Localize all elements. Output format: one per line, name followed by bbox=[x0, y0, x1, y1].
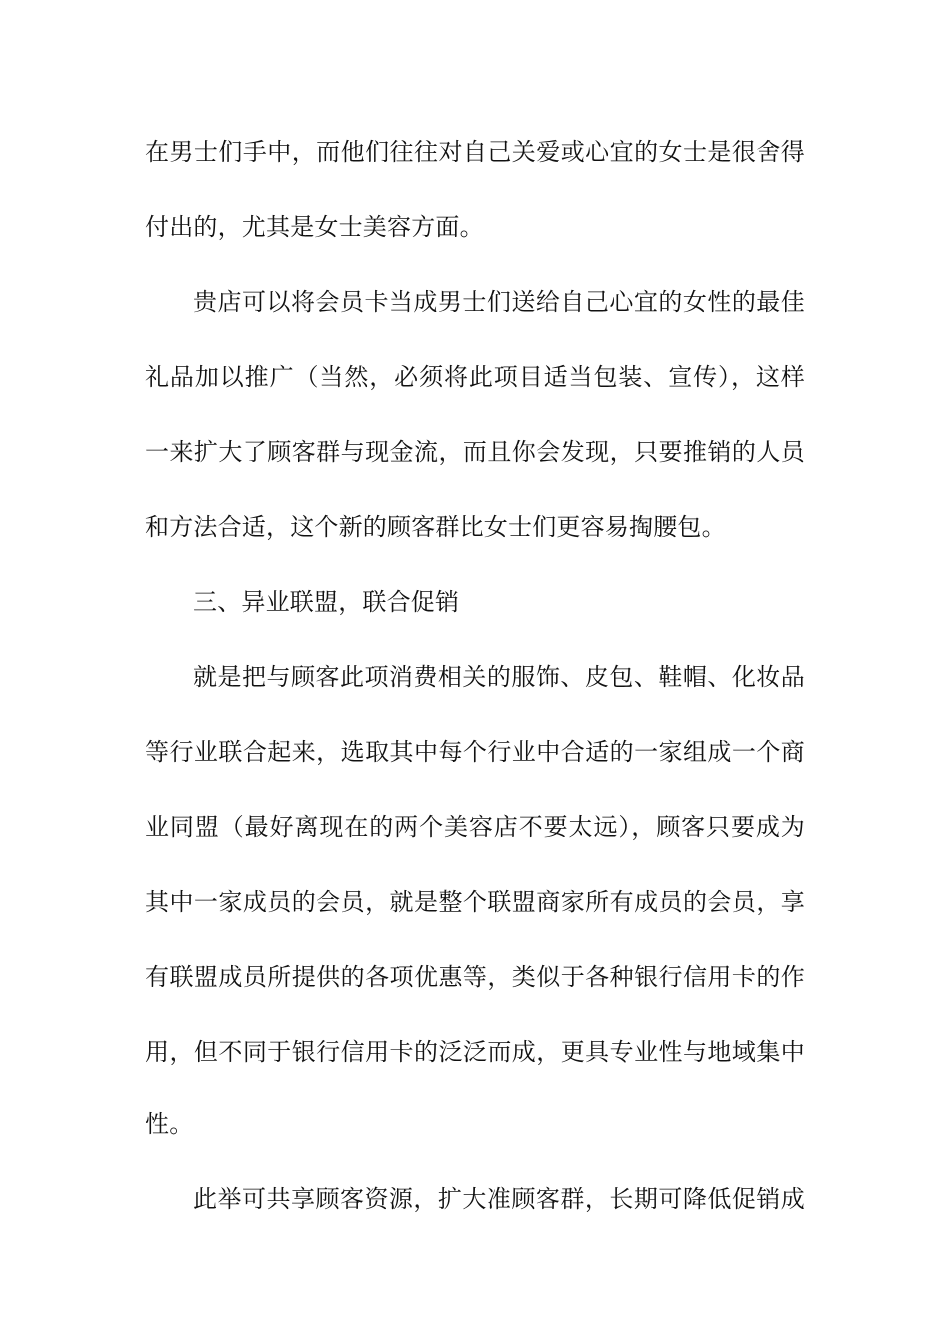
paragraph-4-line-1: 此举可共享顾客资源，扩大准顾客群，长期可降低促销成 bbox=[193, 1185, 805, 1213]
paragraph-3-line-2: 等行业联合起来，选取其中每个行业中合适的一家组成一个商 bbox=[145, 738, 805, 766]
paragraph-3-line-3: 业同盟（最好离现在的两个美容店不要太远），顾客只要成为 bbox=[145, 813, 805, 841]
paragraph-3-line-7: 性。 bbox=[145, 1110, 194, 1138]
paragraph-2-line-1: 贵店可以将会员卡当成男士们送给自己心宜的女性的最佳 bbox=[193, 288, 805, 316]
paragraph-3-line-5: 有联盟成员所提供的各项优惠等，类似于各种银行信用卡的作 bbox=[145, 963, 805, 991]
paragraph-3-line-1: 就是把与顾客此项消费相关的服饰、皮包、鞋帽、化妆品 bbox=[193, 663, 805, 691]
paragraph-1-line-1: 在男士们手中，而他们往往对自己关爱或心宜的女士是很舍得 bbox=[145, 138, 805, 166]
paragraph-2-line-3: 一来扩大了顾客群与现金流，而且你会发现，只要推销的人员 bbox=[145, 438, 805, 466]
paragraph-2-line-4: 和方法合适，这个新的顾客群比女士们更容易掏腰包。 bbox=[145, 513, 726, 541]
paragraph-1-line-2: 付出的，尤其是女士美容方面。 bbox=[145, 213, 484, 241]
paragraph-3-line-4: 其中一家成员的会员，就是整个联盟商家所有成员的会员，享 bbox=[145, 888, 805, 916]
section-heading: 三、异业联盟，联合促销 bbox=[193, 588, 460, 616]
paragraph-3-line-6: 用，但不同于银行信用卡的泛泛而成，更具专业性与地域集中 bbox=[145, 1038, 805, 1066]
paragraph-2-line-2: 礼品加以推广（当然，必须将此项目适当包装、宣传），这样 bbox=[145, 363, 805, 391]
